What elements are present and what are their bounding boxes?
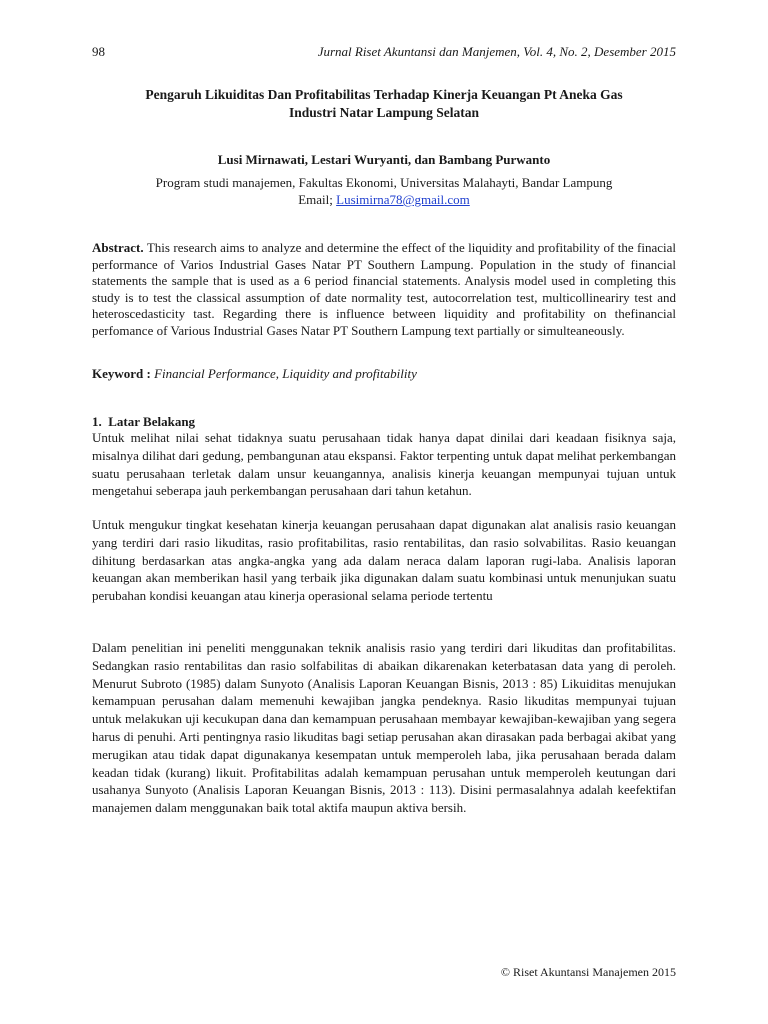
keywords <box>92 365 676 382</box>
section-heading <box>92 413 676 430</box>
running-header <box>92 44 676 62</box>
affiliation-block <box>92 174 676 208</box>
title-line-2: Industri Natar Lampung Selatan <box>289 105 479 120</box>
author-list: Lusi Mirnawati, Lestari Wuryanti, dan Bambang Purwanto <box>217 152 551 167</box>
section-title: Latar Belakang <box>108 414 196 429</box>
paper-title <box>92 86 676 122</box>
keyword-label: Keyword : <box>92 366 151 381</box>
email-link[interactable]: Lusimirna78@gmail.com <box>336 192 470 207</box>
page-number: 98 <box>92 44 105 59</box>
affiliation: Program studi manajemen, Fakultas Ekonomi, Universitas Malahayti, Bandar Lampung <box>155 175 613 190</box>
section-number: 1. <box>92 414 102 429</box>
journal-citation: Jurnal Riset Akuntansi dan Manjemen, Vol. 4, No. 2, Desember 2015 <box>317 44 676 59</box>
email-line <box>92 191 676 208</box>
title-line-1: Pengaruh Likuiditas Dan Profitabilitas Terhadap Kinerja Keuangan Pt Aneka Gas <box>145 87 623 102</box>
body-paragraph-2: Untuk mengukur tingkat kesehatan kinerja keuangan perusahaan dapat digunakan alat analisis rasio keuangan yang terdiri dari rasio likuditas, rasio profitabilitas, rasio rentabilitas, dan rasio solvabilitas. Rasio keuangan dihitung berdasarkan atas angka-angka yang ada dalam neraca dalam laporan rugi-laba. Analisis laporan keuangan akan memberikan hasil yang terbaik jika digunakan dalam suatu kombinasi untuk menunjukan suatu perubahan kondisi keuangan atau kinerja operasional selama periode tertentu <box>92 517 676 604</box>
abstract-text: This research aims to analyze and determine the effect of the liquidity and profitability of the finacial performance of Varios Industrial Gases Natar PT Southern Lampung. Population in the study of financial statements the sample that is used as a 6 period financial statements. Analysis model used in completing this study is to test the classical assumption of date normality test, autocorrelation test, multicollineariry test and heteroscedasticity tast. Regarding there is influence between liquidity and profitability on thefinancial perfomance of Various Industrial Gases Natar PT Southern Lampung text partially or simulteaneously. <box>92 240 677 338</box>
copyright-footer: © Riset Akuntansi Manajemen 2015 <box>500 965 676 979</box>
body-paragraph-3: Dalam penelitian ini peneliti menggunakan teknik analisis rasio yang terdiri dari likuditas dan profitabilitas. Sedangkan rasio rentabilitas dan rasio solfabilitas di abaikan dikarenakan keterbatasan data yang di peroleh. Menurut Subroto (1985) dalam Sunyoto (Analisis Laporan Keuangan Bisnis, 2013 : 85) Likuiditas menujukan kemampuan perusahan dalam memenuhi kewajiban jangka pendeknya. Rasio likuditas mempunyai tujuan untuk melakukan uji kecukupan dana dan kemampuan perusahaan membayar kewajiban-kewajiban yang segera harus di penuhi. Arti pentingnya rasio likuditas bagi setiap perusahan akan dirasakan pada berbagai akibat yang merugikan atau tidak dapat digunakanya kesempatan untuk memperoleh laba, jika perusahaan berada dalam keadan tidak (kurang) likuit. Profitabilitas adalah kemampuan perusahan untuk memperoleh keutungan dari usahanya Sunyoto (Analisis Laporan Keuangan Bisnis, 2013 : 113). Disini permasalahnya adalah keefektifan manajemen dalam menggunakan baik total aktifa maupun aktiva bersih. <box>92 640 676 816</box>
body-paragraph-1: Untuk melihat nilai sehat tidaknya suatu perusahaan tidak hanya dapat dinilai dari keadaan fisiknya saja, misalnya dilihat dari gedung, pembangunan atau ekspansi. Faktor terpenting untuk dapat melihat perkembangan suatu perusahaan terletak dalam unsur keuangannya, analisis kinerja keuangan mempunyai tujuan untuk mengetahui seberapa jauh perkembangan perusahaan dari tahun ketahun. <box>92 430 676 499</box>
abstract-label: Abstract. <box>92 240 144 255</box>
email-label: Email; <box>298 192 337 207</box>
keyword-values: Financial Performance, Liquidity and profitability <box>154 366 417 381</box>
abstract <box>92 240 676 340</box>
